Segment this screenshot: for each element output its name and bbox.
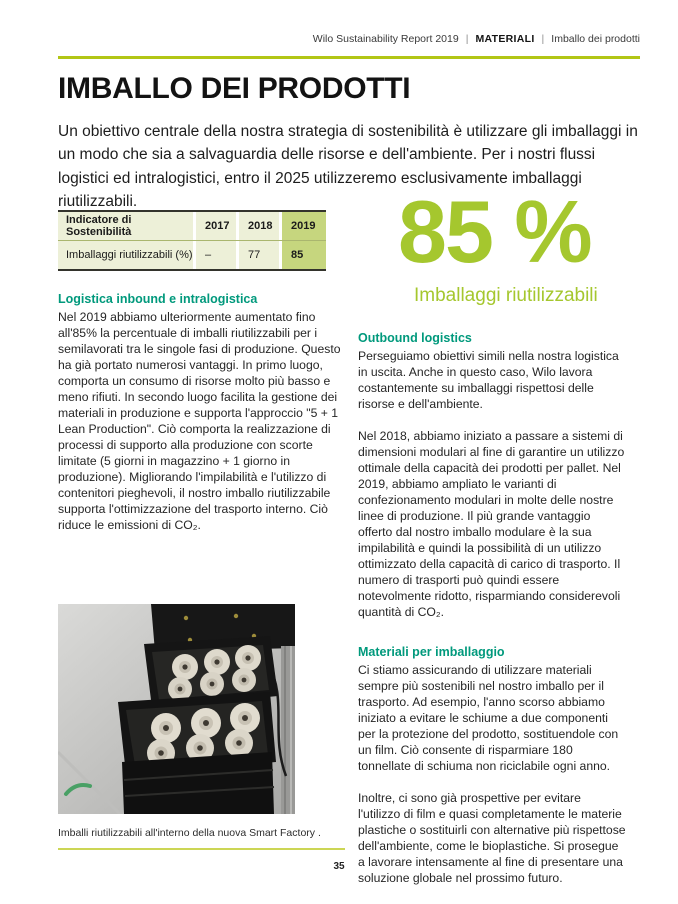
left-column [58, 210, 345, 850]
separator: | [541, 33, 545, 45]
table-header-2019: 2019 [279, 212, 326, 240]
report-name: Wilo Sustainability Report 2019 [312, 33, 459, 45]
sustainability-indicator-table [58, 210, 326, 271]
page-title: IMBALLO DEI PRODOTTI [58, 72, 411, 105]
section-name: Imballo dei prodotti [551, 33, 640, 45]
page-header-meta [58, 33, 640, 45]
table-cell-2017: – [193, 241, 236, 269]
separator: | [465, 33, 469, 45]
table-header-indicator: Indicatore di Sostenibilità [66, 214, 132, 238]
machine-frame [281, 646, 295, 814]
header-rule [58, 56, 640, 59]
outbound-paragraph-1: Perseguiamo obiettivi simili nella nostra logistica in uscita. Anche in questo caso, Wilo lavora costantemente su imballaggi rispettosi delle risorse e dell'ambiente. [358, 348, 619, 411]
kpi-value: 85 % [398, 182, 591, 281]
section-heading-outbound: Outbound logistics [358, 330, 472, 345]
outbound-paragraph-2: Nel 2018, abbiamo iniziato a passare a sistemi di dimensioni modulari al fine di garantire un utilizzo ottimale della capacità dei prodotti per pallet. Nel 2019, abbiamo ampliato le varianti di confezionamento modulari in molte delle nostre linee di produzione. Il più grande vantaggio offerto dal nostro imballo modulare è la sua impilabilità e quindi la possibilità di un utilizzo ottimizzato della capacità di carico di trasporto. Il numero di trasporti può quindi essere notevolmente ridotto, risparmiando considerevoli quantità di CO₂. [358, 428, 625, 619]
right-column [358, 182, 626, 903]
intro-paragraph: Un obiettivo centrale della nostra strategia di sostenibilità è utilizzare gli imballaggi in un modo che sia a salvaguardia delle risorse e dell'ambiente. Per i nostri flussi logistici ed intralogistici, entro il 2025 utilizzeremo esclusivamente imballaggi riutilizzabili. [58, 123, 638, 210]
section-heading-inbound: Logistica inbound e intralogistica [58, 292, 258, 306]
table-header-row [58, 212, 326, 240]
table-cell-2019: 85 [279, 241, 326, 269]
table-cell-2018: 77 [236, 241, 279, 269]
photo-caption: Imballi riutilizzabili all'interno della nuova Smart Factory . [58, 826, 321, 839]
section-heading-materials: Materiali per imballaggio [358, 644, 505, 659]
reusable-crates-photo [58, 604, 295, 814]
inbound-paragraph: Nel 2019 abbiamo ulteriormente aumentato fino all'85% la percentuale di imballi riutilizzabili per i semilavorati tra le singole fasi di produzione. Questo ha già portato numerosi vantaggi. In primo luogo, comporta un consumo di risorse molto più basso e meno rifiuti. In secondo luogo facilita la gestione dei materiali in produzione e supporta l'approccio "5 + 1 Lean Production". Ciò comporta la realizzazione di processi di supporto alla produzione con scorte limitate (5 giorni in magazzino + 1 giorno in produzione). Migliorando l'impilabilità e l'utilizzo di contenitori pieghevoli, il nostro imballo riutilizzabile supporta l'ottimizzazione del trasporto interno. Ciò riduce le emissioni di CO₂. [58, 310, 341, 532]
materials-paragraph-1: Ci stiamo assicurando di utilizzare materiali sempre più sostenibili nel nostro imballo per il trasporto. Ad esempio, l'anno scorso abbiamo iniziato a evitare le schiume a due componenti per la protezione del prodotto, sostituendole con un film. Ciò consente di risparmiare 180 tonnellate di schiuma non riciclabile ogni anno. [358, 662, 619, 773]
chapter-name: MATERIALI [475, 33, 535, 45]
bottom-crates [122, 752, 274, 814]
table-header-2018: 2018 [236, 212, 279, 240]
page-number: 35 [333, 861, 345, 872]
photo-figure [58, 604, 345, 850]
materials-paragraph-2: Inoltre, ci sono già prospettive per evitare l'utilizzo di film e quasi completamente le materie plastiche o sostituirli con alternative più rispettose dell'ambiente, come le bioplastiche. Si prosegue a lavorare intensamente al fine di presentare una soluzione globale nel prossimo futuro. [358, 790, 626, 885]
table-header-2017: 2017 [193, 212, 236, 240]
table-row [58, 240, 326, 269]
caption-rule [58, 848, 345, 850]
kpi-label: Imballaggi riutilizzabili [414, 284, 598, 306]
table-cell-indicator: Imballaggi riutilizzabili (%) [66, 249, 193, 261]
kpi-block [358, 182, 626, 307]
